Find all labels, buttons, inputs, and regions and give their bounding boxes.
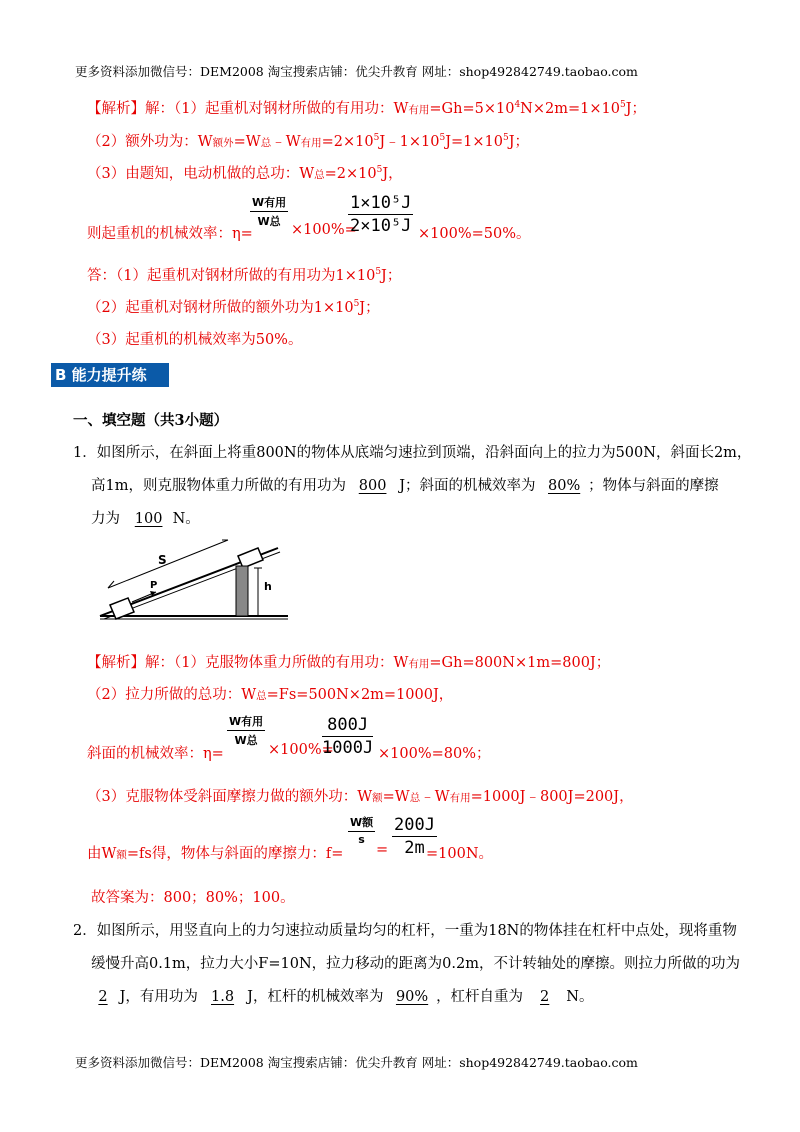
q2-blank-2: 1.8 — [211, 989, 235, 1005]
prev-efficiency-mid: ×100%= — [291, 222, 357, 238]
page-footer: 更多资料添加微信号：DEM2008 淘宝搜索店铺：优尖升教育 网址：shop492842749.taobao.com — [75, 1055, 638, 1070]
fig-label-s: S — [158, 553, 167, 567]
prev-solution-line-2: （2）额外功为：W额外=W总﹣W有用$=2\times 10^5J﹣1\times 10^5J=1\times 10^5J$； — [87, 133, 530, 150]
prev-answer-1: 答：（1）起重机对钢材所做的有用功为$1\times 10^5J$； — [87, 267, 402, 284]
q1-fraction-wextra-s: W额 s — [350, 816, 374, 846]
q1-fraction-wuse-wtotal: W有用 W总 — [229, 715, 264, 747]
prev-fraction-wuse-wtotal: W有用 W总 — [252, 196, 287, 228]
q1-blank-2: 80% — [548, 478, 581, 494]
q1-fraction-friction-values: $\frac{200J}{2m}$ — [394, 815, 435, 858]
page-header: 更多资料添加微信号：DEM2008 淘宝搜索店铺：优尖升教育 网址：shop492842749.taobao.com — [75, 64, 638, 79]
prev-answer-2: （2）起重机对钢材所做的额外功为$1\times 10^5J$； — [87, 299, 380, 316]
q1-solution-line-2: （2）拉力所做的总功：W总=Fs=500N×2m=1000J， — [87, 687, 454, 703]
q2-blank-3: 90% — [395, 989, 429, 1005]
q1-blank-1: 800 — [358, 478, 387, 494]
prev-solution-line-3: （3）由题知，电动机做的总功：W总$=2\times 10^5J$， — [87, 165, 403, 182]
fig-label-p: P — [150, 580, 158, 591]
q1-fraction-values: $\frac{800J}{1000J}$ — [322, 715, 374, 758]
prev-efficiency-label: 则起重机的机械效率：η= — [87, 226, 253, 242]
prev-fraction-values: $\frac{\text{1×10⁵J}}{\text{2×10⁵J}}$ — [350, 193, 412, 236]
q1-line-3: 力为 100 N。 — [91, 511, 200, 527]
fig-label-h: h — [264, 580, 272, 593]
prev-efficiency-result: ×100%=50%。 — [418, 226, 531, 242]
q1-solution-line-1: 【解析】解：（1）克服物体重力所做的有用功：W有用=Gh=800N×1m=800J； — [87, 655, 611, 671]
q1-blank-3: 100 — [134, 511, 163, 527]
subsection-title: 一、填空题（共3小题） — [73, 412, 229, 429]
q1-line-2: 高1m，则克服物体重力所做的有用功为 800 J；斜面的机械效率为 80% ；物体与斜面的摩擦 — [91, 478, 719, 494]
q2-blank-1: 2 — [98, 989, 108, 1005]
section-b-badge: B 能力提升练 — [51, 363, 169, 387]
q2-line-3: 2 J，有用功为 1.8 J，杠杆的机械效率为 90% ，杠杆自重为 2 N。 — [91, 985, 593, 1006]
prev-solution-line-1: 【解析】解：（1）起重机对钢材所做的有用功：W有用$=Gh=5\times 10^4N\times 2m=1\times 10^5J$； — [87, 100, 647, 117]
q2-line-2: 缓慢升高0.1m，拉力大小F=10N，拉力移动的距离为0.2m，不计转轴处的摩擦。则拉力所做的功为 — [91, 956, 740, 972]
q1-friction-label: 由W额=fs得，物体与斜面的摩擦力：f= — [87, 846, 344, 862]
q1-efficiency-label: 斜面的机械效率：η= — [87, 746, 224, 762]
q1-friction-eq: = — [376, 842, 389, 858]
incline-diagram — [88, 528, 293, 628]
q1-solution-line-3: （3）克服物体受斜面摩擦力做的额外功：W额=W总﹣W有用=1000J﹣800J=200J， — [87, 789, 634, 805]
prev-answer-3: （3）起重机的机械效率为50%。 — [87, 332, 303, 348]
q1-friction-result: =100N。 — [426, 846, 494, 862]
q1-efficiency-mid: ×100%= — [268, 742, 334, 758]
q1-answer: 故答案为：800；80%；100。 — [91, 890, 295, 906]
q2-blank-4: 2 — [540, 989, 550, 1005]
q1-efficiency-result: ×100%=80%； — [378, 746, 491, 762]
q2-line-1: 2．如图所示，用竖直向上的力匀速拉动质量均匀的杠杆，一重为18N的物体挂在杠杆中点处，现将重物 — [73, 923, 737, 939]
q1-line-1: 1．如图所示，在斜面上将重800N的物体从底端匀速拉到顶端，沿斜面向上的拉力为500N，斜面长2m， — [73, 445, 752, 461]
